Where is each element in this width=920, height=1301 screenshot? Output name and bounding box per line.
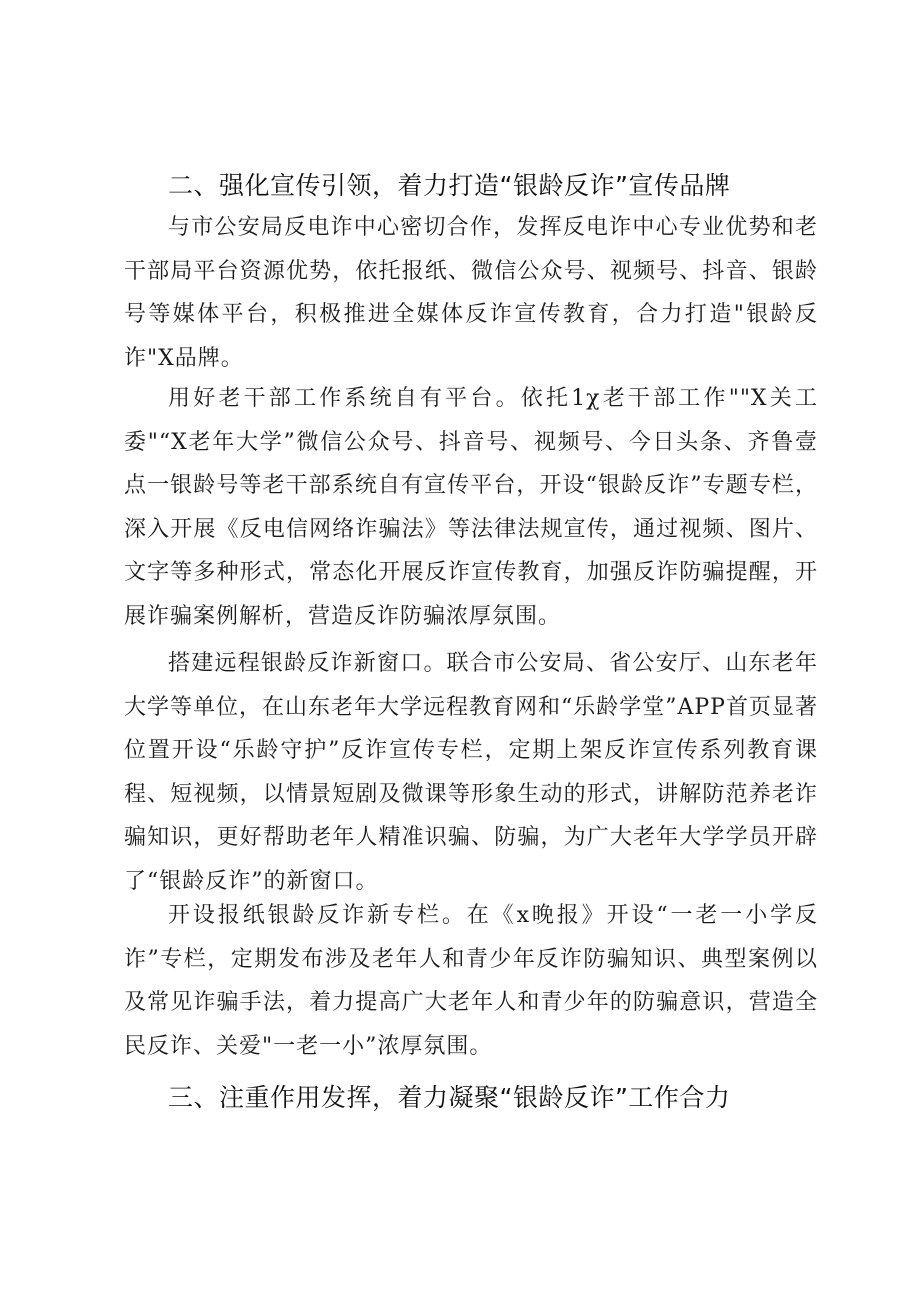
section-heading-2: 二、强化宣传引领，着力打造“银龄反诈”宣传品牌 bbox=[168, 171, 731, 200]
paragraph-intro: 与市公安局反电诈中心密切合作，发挥反电诈中心专业优势和老干部局平台资源优势，依托报纸、微信公众号、视频号、抖音、银龄号等媒体平台，积极推进全媒体反诈宣传教育，合力打造"银龄反诈"X品牌。 bbox=[124, 215, 818, 371]
paragraph-own-platforms: 用好老干部工作系统自有平台。依托1χ老干部工作""X关工委"“X老年大学”微信公众号、抖音号、视频号、今日头条、齐鲁壹点一银龄号等老干部系统自有宣传平台，开设“银龄反诈”专题专栏，深入开展《反电信网络诈骗法》等法律法规宣传，通过视频、图片、文字等多种形式，常态化开展反诈宣传教育，加强反诈防骗提醒，开展诈骗案例解析，营造反诈防骗浓厚氛围。 bbox=[124, 386, 818, 629]
paragraph-newspaper-column: 开设报纸银龄反诈新专栏。在《x晚报》开设“一老一小学反诈”专栏，定期发布涉及老年人和青少年反诈防骗知识、典型案例以及常见诈骗手法，着力提高广大老年人和青少年的防骗意识，营造全民反诈、关爱"一老一小”浓厚氛围。 bbox=[124, 903, 818, 1059]
paragraph-remote-window: 搭建远程银龄反诈新窗口。联合市公安局、省公安厅、山东老年大学等单位，在山东老年大学远程教育网和“乐龄学堂”APP首页显著位置开设“乐龄守护”反诈宣传专栏，定期上架反诈宣传系列教育课程、短视频，以情景短剧及微课等形象生动的形式，讲解防范养老诈骗知识，更好帮助老年人精准识骗、防骗，为广大老年大学学员开辟了“银龄反诈”的新窗口。 bbox=[124, 651, 818, 894]
section-heading-3: 三、注重作用发挥，着力凝聚“银龄反诈”工作合力 bbox=[168, 1083, 731, 1112]
